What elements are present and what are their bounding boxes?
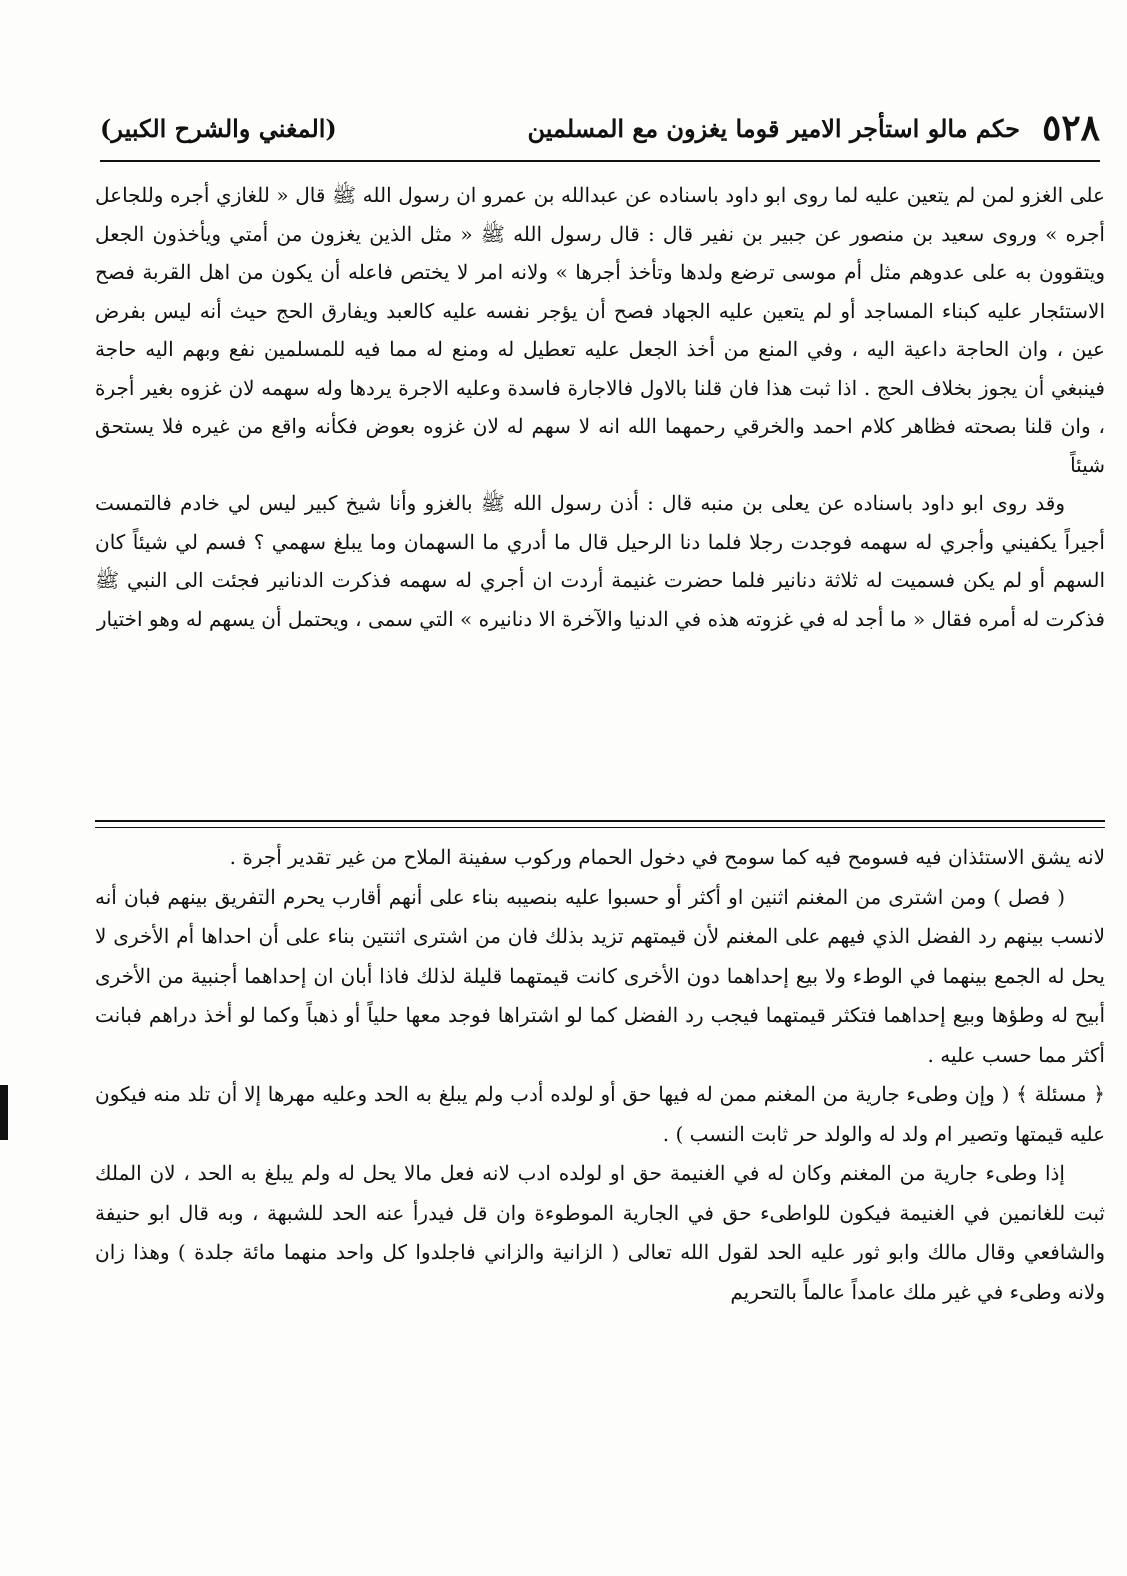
scan-edge-mark — [0, 1085, 8, 1140]
lower-paragraph: ( فصل ) ومن اشترى من المغنم اثنين او أكثر أو حسبوا عليه بنصيبه بناء على أنهم أقارب يحرم التفريق بينهم فبان أنه لانسب بينهم رد الفضل الذي فيهم على المغنم لأن قيمتهم تزيد بذلك فان من اشترى اثنتين بناء على أن احداها أم الأخرى لا يحل له الجمع بينهما في الوطء ولا بيع إحداهما دون الأخرى كانت قيمتهما قليلة لذلك فاذا أبان ان إحداهما أجنبية من الأخرى أبيح له وطؤها وبيع إحداهما فتكثر قيمتهما فيجب رد الفضل كما لو اشتراها فوجد معها حلياً أو ذهباً وكما لو أخذ دراهم فبانت أكثر مما حسب عليه . — [95, 884, 1105, 1067]
book-title: (المغني والشرح الكبير) — [100, 113, 337, 143]
page-number: ٥٢٨ — [1041, 107, 1100, 149]
lower-paragraph: ﴿ مسئلة ﴾ ( وإن وطىء جارية من المغنم ممن له فيها حق أو لولده أدب ولم يبلغ به الحد وعليه مهرها إلا أن تلد منه فيكون عليه قيمتها وتصير ام ولد له والولد حر ثابت النسب ) . — [95, 1082, 1105, 1146]
lower-paragraph: لانه يشق الاستئذان فيه فسومح فيه كما سومح في دخول الحمام وركوب سفينة الملاح من غير تقدير أجرة . — [229, 845, 1105, 869]
running-title: حكم مالو استأجر الامير قوما يغزون مع المسلمين — [527, 113, 1020, 143]
lower-paragraph: إذا وطىء جارية من المغنم وكان له في الغنيمة حق او لولده ادب لانه فعل مالا يحل له ولم يبلغ به الحد ، لان الملك ثبت للغانمين في الغنيمة فيكون للواطىء حق في الجارية الموطوءة وان قل فيدرأ عنه الحد للشبهة ، وبه قال ابو حنيفة والشافعي وقال مالك وابو ثور عليه الحد لقول الله تعالى ( الزانية والزاني فاجلدوا كل واحد منهما مائة جلدة ) وهذا زان ولانه وطىء في غير ملك عامداً عالماً بالتحريم — [95, 1161, 1105, 1304]
upper-text-block — [95, 176, 1105, 638]
lower-text-block — [95, 838, 1105, 1312]
page-header — [100, 98, 1100, 158]
upper-paragraph: وقد روى ابو داود باسناده عن يعلى بن منبه قال : أذن رسول الله ﷺ بالغزو وأنا شيخ كبير ليس لي خادم فالتمست أجيراً يكفيني وأجري له سهمه فوجدت رجلا فلما دنا الرحيل قال ما أدري ما السهمان وما يبلغ سهمي ؟ فسم لي شيئاً كان السهم أو لم يكن فسميت له ثلاثة دنانير فلما حضرت غنيمة أردت ان أجري له سهمه فذكرت الدنانير فجئت الى النبي ﷺ فذكرت له أمره فقال « ما أجد له في غزوته هذه في الدنيا والآخرة الا دنانيره » التي سمى ، ويحتمل أن يسهم له وهو اختيار — [95, 491, 1106, 631]
header-rule — [100, 160, 1100, 162]
upper-paragraph: على الغزو لمن لم يتعين عليه لما روى ابو داود باسناده عن عبدالله بن عمرو ان رسول الله ﷺ قال « للغازي أجره وللجاعل أجره » وروى سعيد بن منصور عن جبير بن نفير قال : قال رسول الله ﷺ « مثل الذين يغزون من أمتي ويأخذون الجعل ويتقوون به على عدوهم مثل أم موسى ترضع ولدها وتأخذ أجرها » ولانه امر لا يختص فاعله أن يكون من اهل القربة فصح الاستئجار عليه كبناء المساجد أو لم يتعين عليه الجهاد فصح أن يؤجر نفسه عليه كالعبد ويفارق الحج حيث أنه ليس بفرض عين ، وان الحاجة داعية اليه ، وفي المنع من أخذ الجعل عليه تعطيل له ومنع له مما فيه للمسلمين نفع وبهم اليه حاجة فينبغي أن يجوز بخلاف الحج . اذا ثبت هذا فان قلنا بالاول فالاجارة فاسدة وعليه الاجرة يردها وله سهمه لان غزوه بغير أجرة ، وان قلنا بصحته فظاهر كلام احمد والخرقي رحمهما الله انه لا سهم له لان غزوه بعوض فكأنه واقع من غيره فلا يستحق شيئاً — [95, 183, 1105, 477]
section-divider — [95, 820, 1105, 828]
